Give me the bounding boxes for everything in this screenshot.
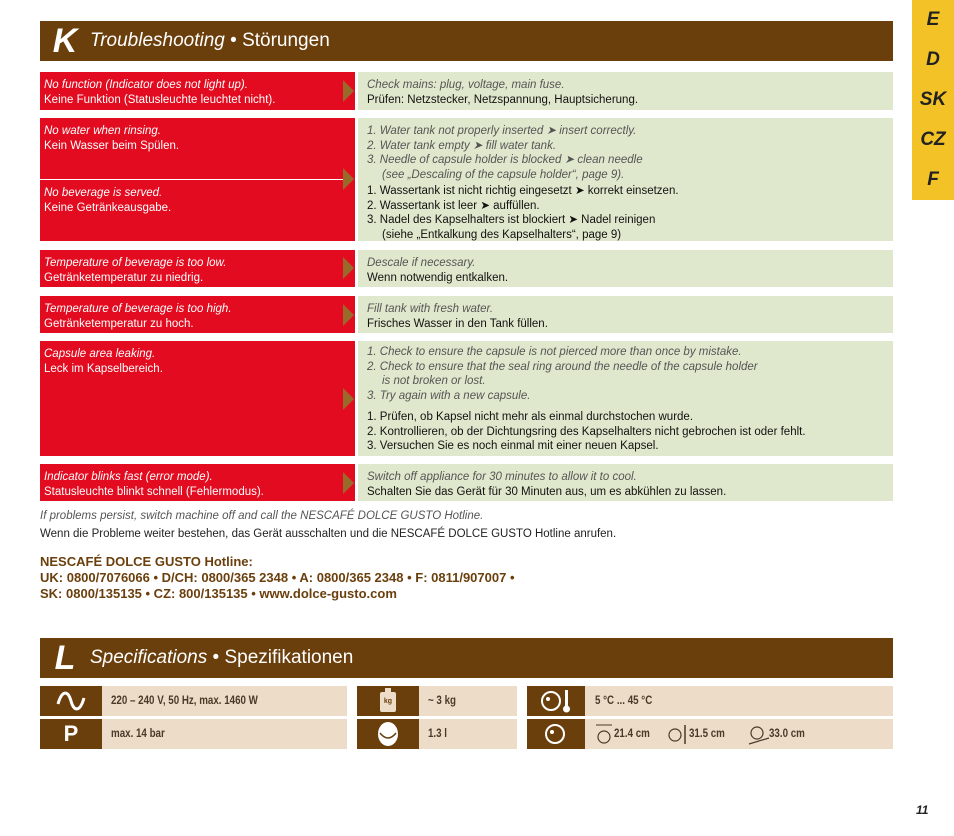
problem-en: Indicator blinks fast (error mode). [44,471,213,483]
problem-en: No water when rinsing. [44,125,161,137]
spec-weight [419,686,517,716]
arrow-icon [343,257,354,279]
solution-de-line: 2. Wassertank ist leer ➤ auffüllen. [367,199,540,212]
problem-en: Temperature of beverage is too high. [44,303,232,315]
spec-temperature-value: 5 °C ... 45 °C [595,695,653,707]
solution-cell [358,341,893,456]
tab-d[interactable]: D [926,49,940,70]
solution-en-line: 3. Needle of capsule holder is blocked ➤ clean needle [367,154,643,166]
problem-cell [40,464,355,501]
problem-cell [40,296,355,333]
solution-en-line: 3. Try again with a new capsule. [367,389,531,402]
spec-width-value: 21.4 cm [614,728,650,740]
problem-cell [40,250,355,287]
solution-en-line: 2. Water tank empty ➤ fill water tank. [367,139,557,152]
machine-thermometer-icon [527,686,585,716]
problem-de: Keine Funktion (Statusleuchte leuchtet nicht). [44,94,276,106]
solution-cell [358,464,893,501]
tab-cz[interactable]: CZ [920,129,946,150]
solution-de-line: 3. Nadel des Kapselhalters ist blockiert ➤ Nadel reinigen [367,214,656,226]
section-k-letter: K [52,22,78,60]
spec-height-value: 31.5 cm [689,728,725,740]
problem-de: Kein Wasser beim Spülen. [44,140,180,152]
width-icon [595,722,615,746]
problem-cell [40,341,355,456]
depth-icon [747,722,771,746]
language-tabs [912,0,954,200]
persist-note-en: If problems persist, switch machine off and call the NESCAFÉ DOLCE GUSTO Hotline. [40,510,484,522]
solution-en-line: 1. Check to ensure the capsule is not pierced more than once by mistake. [367,346,742,358]
problem-cell [40,72,355,110]
spec-power [102,686,347,716]
solution-de-line: 1. Prüfen, ob Kapsel nicht mehr als einmal durchstochen wurde. [367,411,694,423]
tab-sk[interactable]: SK [919,89,947,110]
solution-de-line: (siehe „Entkalkung des Kapselhalters“, page 9) [382,228,622,241]
solution-cell [358,72,893,110]
problem-en: No function (Indicator does not light up). [44,79,248,91]
page-number: 11 [916,803,929,817]
spec-dimensions [585,719,893,749]
arrow-icon [343,304,354,326]
persist-note-de: Wenn die Probleme weiter bestehen, das Gerät ausschalten und die NESCAFÉ DOLCE GUSTO Hotline anrufen. [40,528,617,540]
water-tank-icon [357,719,419,749]
solution-en-line: is not broken or lost. [382,375,486,387]
solution-de-line: 3. Versuchen Sie es noch einmal mit einer neuen Kapsel. [367,440,659,452]
spec-capacity-value: 1.3 l [428,728,448,740]
hotline-numbers-2: SK: 0800/135135 • CZ: 800/135135 • www.dolce-gusto.com [40,586,397,601]
solution-de-line: 1. Wassertank ist nicht richtig eingesetzt ➤ korrekt einsetzen. [367,185,679,197]
spec-weight-value: ~ 3 kg [428,695,456,707]
solution-de-line: 2. Kontrollieren, ob der Dichtungsring des Kapselhalters nicht gebrochen ist oder fehlt. [367,425,806,438]
tab-e[interactable]: E [926,9,940,30]
solution-en-line: 2. Check to ensure that the seal ring around the needle of the capsule holder [367,360,758,373]
solution-de: Schalten Sie das Gerät für 30 Minuten aus, um es abkühlen zu lassen. [367,485,727,498]
solution-cell [358,118,893,241]
solution-en-line: 1. Water tank not properly inserted ➤ insert correctly. [367,125,637,137]
section-k-header [40,21,893,61]
spec-temperature [585,686,893,716]
spec-power-value: 220 – 240 V, 50 Hz, max. 1460 W [111,695,258,707]
solution-en: Descale if necessary. [367,257,476,269]
arrow-icon [343,472,354,494]
spec-capacity [419,719,517,749]
arrow-icon [343,80,354,102]
spec-depth-value: 33.0 cm [769,728,805,740]
arrow-icon [343,168,354,190]
problem-de: Getränketemperatur zu niedrig. [44,272,204,284]
hotline-numbers-1: UK: 0800/7076066 • D/CH: 0800/365 2348 • A: 0800/365 2348 • F: 0811/907007 • [40,570,515,585]
machine-dimensions-icon [527,719,585,749]
solution-de: Wenn notwendig entkalken. [367,271,509,284]
solution-en-line: (see „Descaling of the capsule holder“, page 9). [382,168,625,181]
problem-cell [40,180,343,220]
arrow-icon [343,388,354,410]
sine-wave-icon [40,686,102,716]
section-l-letter: L [54,639,76,677]
section-l-title: Specifications • Spezifikationen [90,647,354,668]
weight-icon-label: kg [383,698,393,705]
solution-en: Check mains: plug, voltage, main fuse. [367,79,565,91]
solution-en: Switch off appliance for 30 minutes to allow it to cool. [367,471,637,483]
solution-en: Fill tank with fresh water. [367,303,494,315]
height-icon [667,722,689,746]
tab-f[interactable]: F [927,169,939,190]
solution-cell [358,250,893,287]
section-k-title: Troubleshooting • Störungen [90,30,330,51]
spec-pressure [102,719,347,749]
hotline-title: NESCAFÉ DOLCE GUSTO Hotline: [40,554,253,569]
problem-de: Getränketemperatur zu hoch. [44,318,194,330]
problem-en: No beverage is served. [44,187,163,199]
problem-de: Leck im Kapselbereich. [44,363,163,375]
pressure-p-icon: P [40,719,102,749]
spec-pressure-value: max. 14 bar [111,728,165,740]
hotline-block [40,554,515,602]
solution-de: Frisches Wasser in den Tank füllen. [367,317,548,330]
problem-de: Statusleuchte blinkt schnell (Fehlermodus). [44,486,264,498]
problem-en: Capsule area leaking. [44,348,156,360]
problem-en: Temperature of beverage is too low. [44,257,227,269]
solution-de: Prüfen: Netzstecker, Netzspannung, Hauptsicherung. [367,93,639,106]
weight-icon [357,686,419,716]
section-l-header [40,638,893,678]
problem-de: Keine Getränkeausgabe. [44,202,172,214]
solution-cell [358,296,893,333]
